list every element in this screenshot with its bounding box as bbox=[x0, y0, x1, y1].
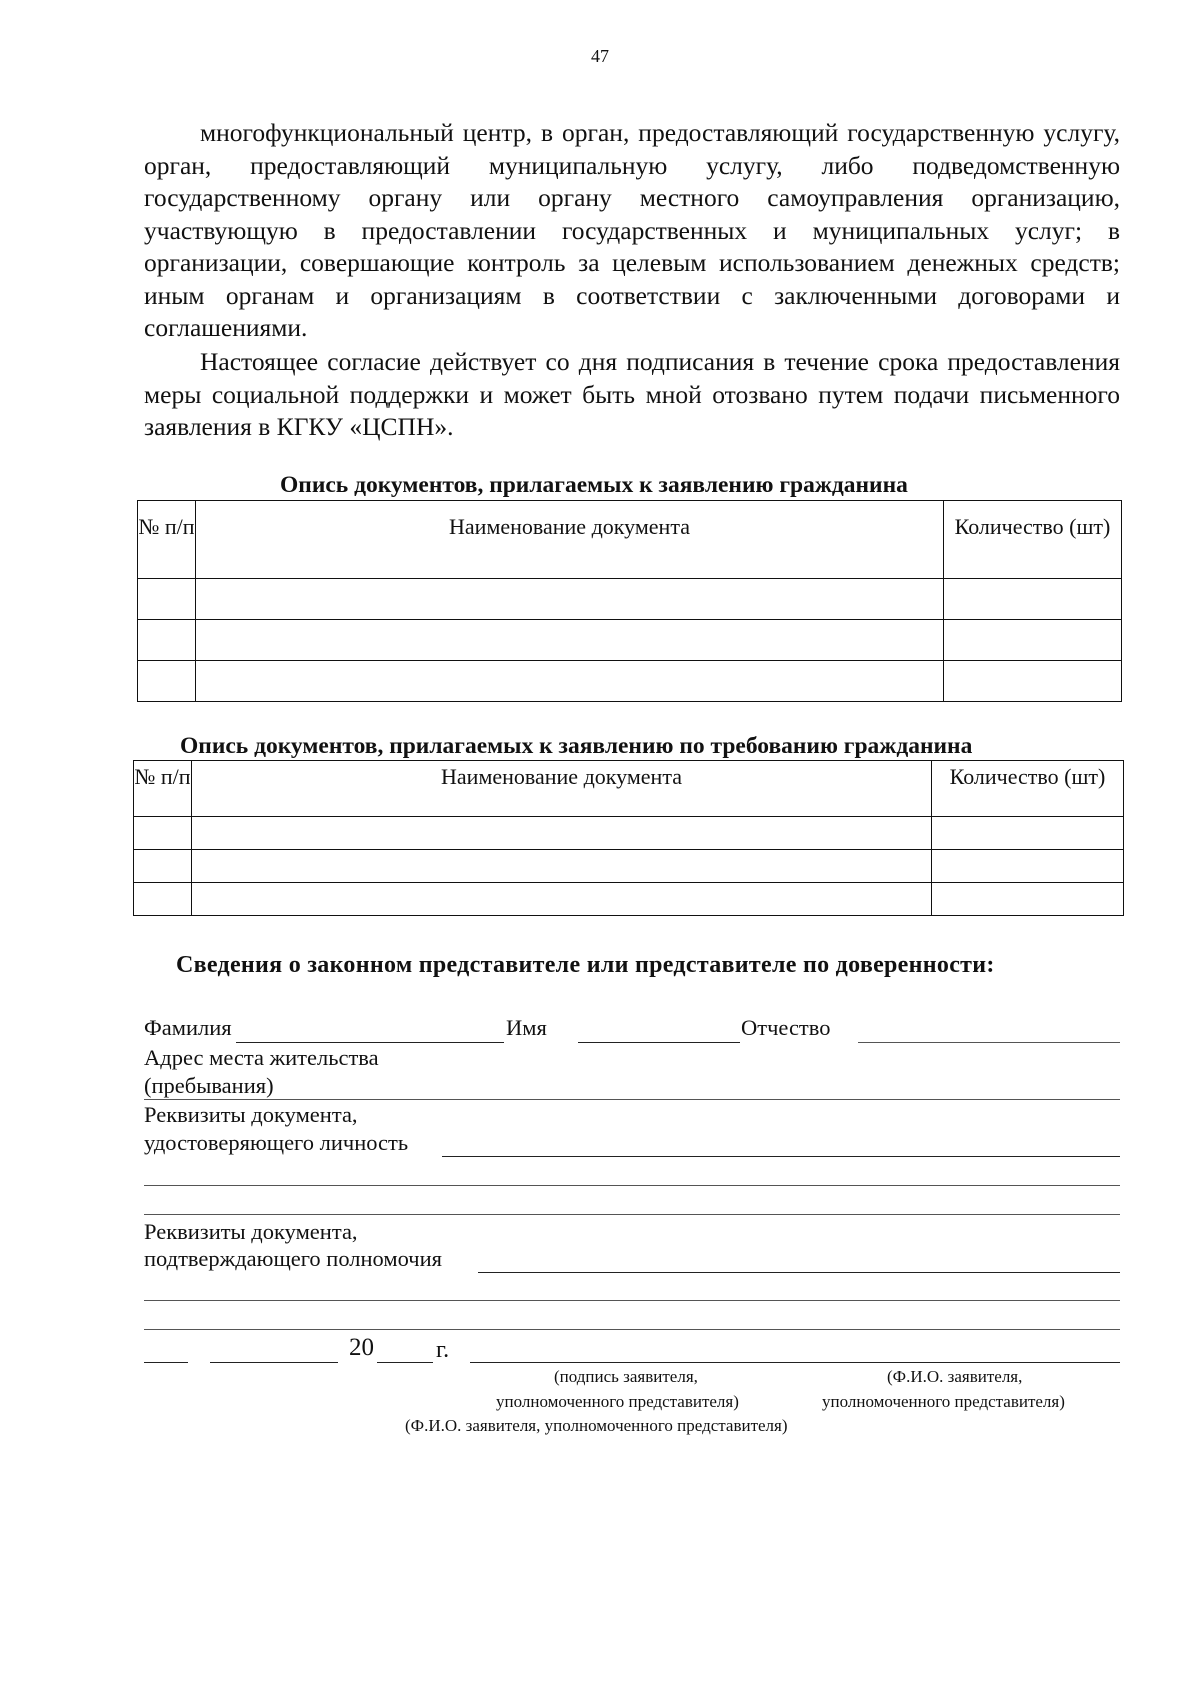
date-month-line[interactable] bbox=[210, 1362, 338, 1363]
table1-cell-number[interactable] bbox=[138, 661, 196, 702]
id-document-label-line2: удостоверяющего личность bbox=[144, 1130, 409, 1155]
table-row bbox=[134, 817, 1124, 850]
signature-caption-line1: (подпись заявителя, bbox=[554, 1367, 698, 1386]
surname-label: Фамилия bbox=[144, 1015, 232, 1040]
address-input-line[interactable] bbox=[144, 1099, 1120, 1100]
id-document-input-line-3[interactable] bbox=[144, 1214, 1120, 1215]
representative-section-title: Сведения о законном представителе или представителе по доверенности: bbox=[176, 952, 995, 978]
table2-title: Опись документов, прилагаемых к заявлению по требованию гражданина bbox=[180, 733, 973, 759]
authority-document-input-line-2[interactable] bbox=[144, 1300, 1120, 1301]
page-number: 47 bbox=[591, 46, 609, 66]
id-document-label-line1: Реквизиты документа, bbox=[144, 1102, 358, 1127]
id-document-input-line-1[interactable] bbox=[442, 1156, 1120, 1157]
patronymic-label: Отчество bbox=[741, 1015, 831, 1040]
consent-paragraph-2 bbox=[144, 346, 1120, 444]
table2-cell-quantity[interactable] bbox=[932, 817, 1124, 850]
consent-paragraph-1-text: многофункциональный центр, в орган, предоставляющий государственную услугу, орган, предоставляющий муниципальную услугу, либо подведомственную государственному органу или органу местного самоуправления организацию, участвующую в предоставлении государственных и муниципальных услуг; в организации, совершающие контроль за целевым использованием денежных средств; иным органам и организациям в соответствии с заключенными договорами и соглашениями. bbox=[144, 118, 1120, 342]
table-row bbox=[138, 620, 1122, 661]
table-row bbox=[134, 883, 1124, 916]
table2-col-name: Наименование документа bbox=[192, 761, 932, 817]
fio-caption-line1: (Ф.И.О. заявителя, bbox=[887, 1367, 1023, 1386]
table2-cell-number[interactable] bbox=[134, 850, 192, 883]
fio-caption-full: (Ф.И.О. заявителя, уполномоченного представителя) bbox=[405, 1416, 788, 1435]
table2-cell-quantity[interactable] bbox=[932, 883, 1124, 916]
table2-cell-name[interactable] bbox=[192, 817, 932, 850]
table2-col-quantity: Количество (шт) bbox=[932, 761, 1124, 817]
surname-input-line[interactable] bbox=[236, 1042, 504, 1043]
table1-title: Опись документов, прилагаемых к заявлению гражданина bbox=[280, 472, 908, 498]
table2-cell-number[interactable] bbox=[134, 883, 192, 916]
consent-paragraph-2-text: Настоящее согласие действует со дня подписания в течение срока предоставления меры социальной поддержки и может быть мной отозвано путем подачи письменного заявления в КГКУ «ЦСПН». bbox=[144, 347, 1120, 441]
table-row bbox=[134, 850, 1124, 883]
table1-cell-name[interactable] bbox=[196, 579, 944, 620]
signature-caption-line2: уполномоченного представителя) bbox=[496, 1392, 739, 1411]
table2-header-row bbox=[134, 761, 1124, 817]
date-year-prefix: 20 bbox=[349, 1334, 374, 1361]
table2 bbox=[133, 760, 1124, 916]
table1-cell-quantity[interactable] bbox=[944, 661, 1122, 702]
table2-cell-quantity[interactable] bbox=[932, 850, 1124, 883]
address-label-line2: (пребывания) bbox=[144, 1073, 274, 1098]
table1-col-name: Наименование документа bbox=[196, 501, 944, 579]
table1-cell-number[interactable] bbox=[138, 579, 196, 620]
first-name-input-line[interactable] bbox=[578, 1042, 740, 1043]
signature-line[interactable] bbox=[470, 1362, 1120, 1363]
table1-col-quantity: Количество (шт) bbox=[944, 501, 1122, 579]
date-year-line[interactable] bbox=[377, 1362, 433, 1363]
date-day-line[interactable] bbox=[144, 1362, 188, 1363]
first-name-label: Имя bbox=[506, 1015, 547, 1040]
authority-document-input-line-3[interactable] bbox=[144, 1329, 1120, 1330]
fio-caption-line2: уполномоченного представителя) bbox=[822, 1392, 1065, 1411]
authority-document-input-line-1[interactable] bbox=[478, 1272, 1120, 1273]
table1-cell-quantity[interactable] bbox=[944, 620, 1122, 661]
table1-cell-number[interactable] bbox=[138, 620, 196, 661]
id-document-input-line-2[interactable] bbox=[144, 1185, 1120, 1186]
table2-cell-name[interactable] bbox=[192, 883, 932, 916]
table2-col-number: № п/п bbox=[134, 761, 192, 817]
table1-cell-name[interactable] bbox=[196, 620, 944, 661]
patronymic-input-line[interactable] bbox=[858, 1042, 1120, 1043]
table1-header-row bbox=[138, 501, 1122, 579]
consent-paragraph-1 bbox=[144, 117, 1120, 345]
authority-document-label-line1: Реквизиты документа, bbox=[144, 1219, 358, 1244]
date-year-suffix: г. bbox=[436, 1337, 450, 1363]
table2-cell-number[interactable] bbox=[134, 817, 192, 850]
table-row bbox=[138, 661, 1122, 702]
table1-cell-name[interactable] bbox=[196, 661, 944, 702]
table1-cell-quantity[interactable] bbox=[944, 579, 1122, 620]
address-label-line1: Адрес места жительства bbox=[144, 1045, 379, 1070]
table1-col-number: № п/п bbox=[138, 501, 196, 579]
table2-cell-name[interactable] bbox=[192, 850, 932, 883]
table-row bbox=[138, 579, 1122, 620]
table1 bbox=[137, 500, 1122, 702]
authority-document-label-line2: подтверждающего полномочия bbox=[144, 1246, 442, 1271]
